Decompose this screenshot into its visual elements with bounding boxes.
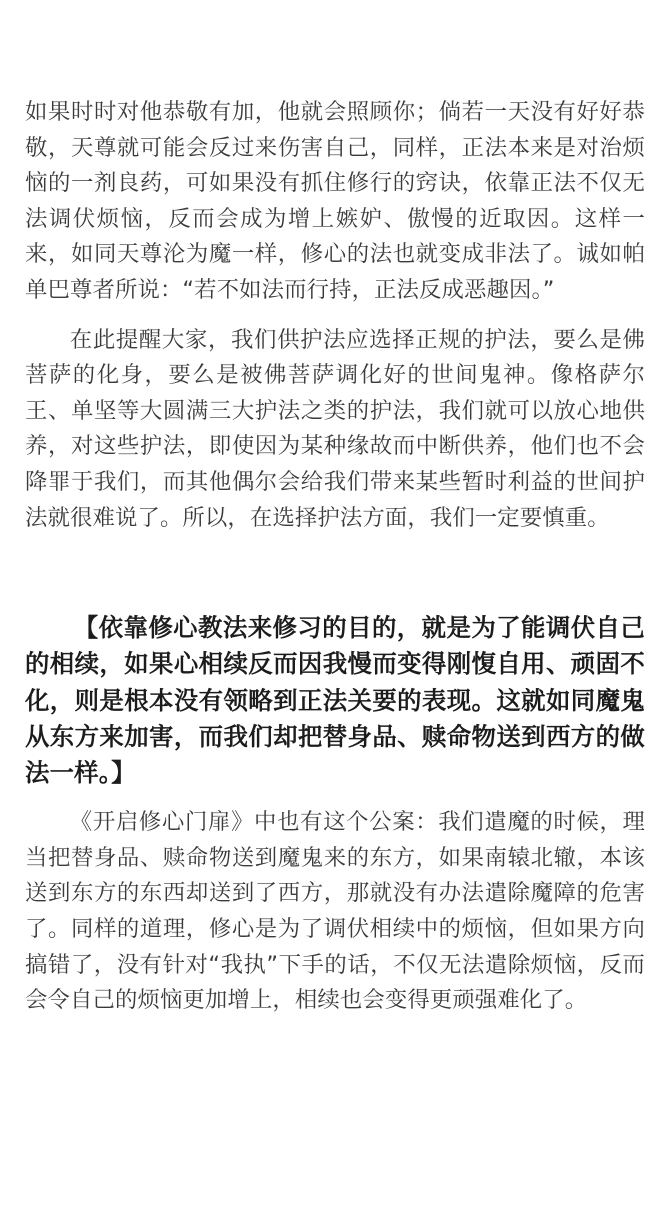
paragraph-4: 《开启修心门扉》中也有这个公案：我们遣魔的时候，理当把替身品、赎命物送到魔鬼来的东方，如果南辕北辙，本该送到东方的东西却送到了西方，那就没有办法遣除魔障的危害了。同样的道理，修心是为了调伏相续中的烦恼，但如果方向搞错了，没有针对“我执”下手的话，不仅无法遣除烦恼，反而会令自己的烦恼更加增上，相续也会变得更顽强难化了。 bbox=[25, 809, 645, 1014]
paragraph-1: 如果时时对他恭敬有加，他就会照顾你；倘若一天没有好好恭敬，天尊就可能会反过来伤害自己，同样，正法本来是对治烦恼的一剂良药，可如果没有抓住修行的窍诀，依靠正法不仅无法调伏烦恼，反而会成为增上嫉妒、傲慢的近取因。这样一来，如同天尊沦为魔一样，修心的法也就变成非法了。诚如帕单巴尊者所说：“若不如法而行持，正法反成恶趣因。” bbox=[25, 99, 645, 303]
paragraph-2: 在此提醒大家，我们供护法应选择正规的护法，要么是佛菩萨的化身，要么是被佛菩萨调化好的世间鬼神。像格萨尔王、单坚等大圆满三大护法之类的护法，我们就可以放心地供养，对这些护法，即使因为某种缘故而中断供养，他们也不会降罪于我们，而其他偶尔会给我们带来某些暂时利益的世间护法就很难说了。所以，在选择护法方面，我们一定要慎重。 bbox=[25, 326, 645, 531]
article-body bbox=[25, 95, 645, 1019]
quoted-teaching: 【依靠修心教法来修习的目的，就是为了能调伏自己的相续，如果心相续反而因我慢而变得刚愎自用、顽固不化，则是根本没有领略到正法关要的表现。这就如同魔鬼从东方来加害，而我们却把替身品、赎命物送到西方的做法一样。】 bbox=[25, 613, 645, 787]
